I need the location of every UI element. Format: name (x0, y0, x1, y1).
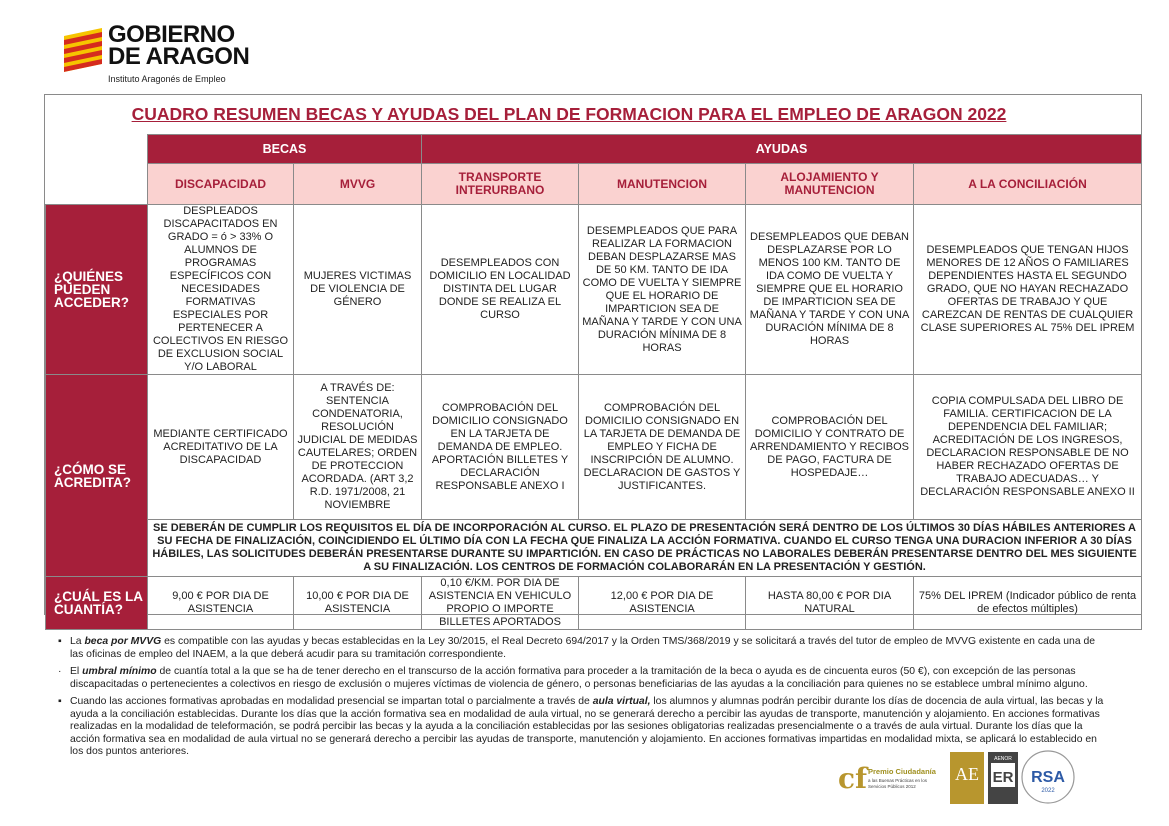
logo-subtitle: Instituto Aragonés de Empleo (108, 74, 226, 84)
footnote-text: los alumnos y alumnas podrán percibir durante los días de docencia de aula virtual, las becas y la ayuda a la conciliación establecidas. Durante los días que la acción formativa sea en modalidad de aula virtual, no se generará derecho a percibir las ayudas de transporte, manutención y alojamiento. En acciones formativas realizadas en la modalidad de teleformación, se podrá percibir las becas y la ayuda a la conciliación establecidas por las sesiones obligatorias realizadas presencialmente o a través de aula virtual. Durante los días que la acción formativa sea en modalidad de aula virtual no se generará derecho a percibir las ayudas de transporte, manutención y alojamiento. En acciones formativas impartidas en modalidad mixta, se aplicará lo establecido en los dos puntos anteriores. (70, 696, 1104, 757)
er-label: ER (992, 769, 1014, 786)
group-ayudas: AYUDAS (422, 135, 1142, 164)
footnote-text: La (70, 636, 85, 647)
premio-line1: Premio Ciudadanía (868, 767, 936, 776)
rsa-label: RSA (1031, 769, 1065, 786)
footnote-emphasis: umbral mínimo (82, 666, 157, 677)
premio-line3: Servicios Públicos 2012 (868, 784, 916, 789)
gobierno-aragon-logo (64, 21, 264, 88)
col-header-manutencion: MANUTENCION (579, 164, 746, 205)
logo-line2: DE ARAGON (108, 43, 250, 70)
aenor-er-badge (988, 752, 1018, 804)
who-cell-discapacidad: DESPLEADOS DISCAPACITADOS EN GRADO = ó > 33% O ALUMNOS DE PROGRAMAS ESPECÍFICOS CON NECESIDADES FORMATIVAS ESPECIALES POR PERTENECER A COLECTIVOS EN RIESGO DE EXCLUSION SOCIAL Y/O LABORAL (148, 205, 294, 375)
ae-label: AE (955, 764, 979, 784)
footnotes (58, 636, 1108, 764)
footnote-text: de cuantía total a la que se ha de tener derecho en el transcurso de la acción formativa para proceder a la tramitación de la beca o ayuda es de cincuenta euros (50 €), con excepción de las personas discapacitadas o pertenecientes a colectivos en riesgo de exclusión o mujeres víctimas de violencia de género, o personas beneficiarias de las ayudas a la conciliación para quienes no se establece umbral mínimo alguno. (70, 666, 1088, 690)
aenor-label: AENOR (994, 756, 1012, 762)
footnote-text: El (70, 666, 83, 677)
col-header-conciliacion: A LA CONCILIACIÓN (914, 164, 1142, 205)
amount-cell-alojamiento: HASTA 80,00 € POR DIA NATURAL (746, 577, 914, 630)
how-cell-alojamiento: COMPROBACIÓN DEL DOMICILIO Y CONTRATO DE ARRENDAMIENTO Y RECIBOS DE PAGO, FACTURA DE HOSPEDAJE… (746, 375, 914, 520)
deadline-note: SE DEBERÁN DE CUMPLIR LOS REQUISITOS EL DÍA DE INCORPORACIÓN AL CURSO. EL PLAZO DE PRESENTACIÓN SERÁ DENTRO DE LOS ÚLTIMOS 30 DÍAS HÁBILES ANTERIORES A SU FECHA DE FINALIZACIÓN, COINCIDIENDO EL ÚLTIMO DÍA CON LA FECHA QUE FINALIZA LA ACCIÓN FORMATIVA. CUANDO EL CURSO TENGA UNA DURACION INFERIOR A 30 DÍAS HÁBILES, LAS SOLICITUDES DEBERÁN PRESENTARSE DURANTE SU IMPARTICIÓN. EN CASO DE PRÁCTICAS NO LABORALES DEBERÁN PRESENTARSE DENTRO DEL MES SIGUIENTE A SU FINALIZACIÓN. LOS CENTROS DE FORMACIÓN COLABORARÁN EN LA PRESENTACIÓN Y GESTIÓN. (148, 520, 1142, 577)
amount-cell-discapacidad: 9,00 € POR DIA DE ASISTENCIA (148, 577, 294, 630)
amount-cell-conciliacion: 75% DEL IPREM (Indicador público de renta de efectos múltiples) (914, 577, 1142, 630)
footnote-item (58, 696, 1108, 759)
footnote-emphasis: beca por MVVG (84, 636, 162, 647)
amount-cell-transporte: 0,10 €/KM. POR DIA DE ASISTENCIA EN VEHICULO PROPIO O IMPORTE BILLETES APORTADOS (422, 577, 579, 630)
bullet-icon: · (58, 666, 62, 677)
ae-badge (950, 752, 984, 804)
group-becas: BECAS (148, 135, 422, 164)
rsa-year: 2022 (1041, 788, 1055, 794)
how-cell-manutencion: COMPROBACIÓN DEL DOMICILIO CONSIGNADO EN LA TARJETA DE DEMANDA DE EMPLEO Y FICHA DE INSCRIPCIÓN DE ALUMNO. DECLARACION DE GASTOS Y JUSTIFICANTES. (579, 375, 746, 520)
amount-cell-mvvg: 10,00 € POR DIA DE ASISTENCIA (294, 577, 422, 630)
who-cell-mvvg: MUJERES VICTIMAS DE VIOLENCIA DE GÉNERO (294, 205, 422, 375)
row-header-how: ¿CÓMO SE ACREDITA? (46, 375, 148, 577)
how-cell-transporte: COMPROBACIÓN DEL DOMICILIO CONSIGNADO EN LA TARJETA DE DEMANDA DE EMPLEO. APORTACIÓN BILLETES Y DECLARACIÓN RESPONSABLE ANEXO I (422, 375, 579, 520)
amount-cell-manutencion: 12,00 € POR DIA DE ASISTENCIA (579, 577, 746, 630)
col-header-discapacidad: DISCAPACIDAD (148, 164, 294, 205)
who-cell-transporte: DESEMPLEADOS CON DOMICILIO EN LOCALIDAD DISTINTA DEL LUGAR DONDE SE REALIZA EL CURSO (422, 205, 579, 375)
certification-badges (836, 752, 1076, 810)
footnote-text: Cuando las acciones formativas aprobadas en modalidad presencial se impartan total o parcialmente a través de (70, 696, 593, 707)
corner-blank (46, 135, 148, 205)
footnote-item (58, 666, 1108, 691)
how-cell-conciliacion: COPIA COMPULSADA DEL LIBRO DE FAMILIA. CERTIFICACION DE LA DEPENDENCIA DEL FAMILIAR; ACREDITACIÓN DE LOS INGRESOS, DECLARACION RESPONSABLE DE NO HABER RECHAZADO OFERTAS DE TRABAJO ADECUADAS… Y DECLARACIÓN RESPONSABLE ANEXO II (914, 375, 1142, 520)
col-header-transporte: TRANSPORTE INTERURBANO (422, 164, 579, 205)
summary-table (45, 134, 1142, 630)
row-header-who: ¿QUIÉNES PUEDEN ACCEDER? (46, 205, 148, 375)
who-cell-conciliacion: DESEMPLEADOS QUE TENGAN HIJOS MENORES DE 12 AÑOS O FAMILIARES DEPENDIENTES HASTA EL SEGUNDO GRADO, QUE NO HAYAN RECHAZADO OFERTAS DE TRABAJO Y QUE CAREZCAN DE RENTAS DE CUALQUIER CLASE SUPERIORES AL 75% DEL IPREM (914, 205, 1142, 375)
bullet-icon: ▪ (58, 636, 62, 647)
svg-text:cf: cf (838, 762, 868, 795)
how-cell-discapacidad: MEDIANTE CERTIFICADO ACREDITATIVO DE LA DISCAPACIDAD (148, 375, 294, 520)
premio-ciudadania-badge (836, 762, 946, 796)
rsa-badge (1020, 748, 1076, 806)
page-title: CUADRO RESUMEN BECAS Y AYUDAS DEL PLAN DE FORMACION PARA EL EMPLEO DE ARAGON 2022 (131, 104, 1007, 124)
footnote-text: es compatible con las ayudas y becas establecidas en la Ley 30/2015, el Real Decreto 694/2017 y la Orden TMS/368/2019 y se solicitará a través del tutor de empleo de MVVG existente en cada una de las oficinas de empleo del INAEM, a la que deberá acudir para su tramitación correspondiente. (70, 636, 1096, 660)
footnote-emphasis: aula virtual, (592, 696, 651, 707)
footnote-item (58, 636, 1108, 661)
who-cell-manutencion: DESEMPLEADOS QUE PARA REALIZAR LA FORMACION DEBAN DESPLAZARSE MAS DE 50 KM. TANTO DE IDA COMO DE VUELTA Y SIEMPRE QUE EL HORARIO DE IMPARTICION SEA DE MAÑANA Y TARDE Y CON UNA DURACIÓN MÍNIMA DE 8 HORAS (579, 205, 746, 375)
row-header-amount: ¿CUÁL ES LA CUANTÍA? (46, 577, 148, 630)
how-cell-mvvg: A TRAVÉS DE: SENTENCIA CONDENATORIA, RESOLUCIÓN JUDICIAL DE MEDIDAS CAUTELARES; ORDEN DE PROTECCION ACORDADA. (ART 3,2 R.D. 1971/2008, 21 NOVIEMBRE (294, 375, 422, 520)
logo-line1: GOBIERNO (108, 21, 235, 48)
aragon-flag-icon (64, 28, 102, 72)
col-header-mvvg: MVVG (294, 164, 422, 205)
premio-line2: a las Buenas Prácticas en los (868, 778, 928, 783)
who-cell-alojamiento: DESEMPLEADOS QUE DEBAN DESPLAZARSE POR LO MENOS 100 KM. TANTO DE IDA COMO DE VUELTA Y SIEMPRE QUE EL HORARIO DE IMPARTICION SEA DE MAÑANA Y TARDE Y CON UNA DURACIÓN MÍNIMA DE 8 HORAS (746, 205, 914, 375)
col-header-alojamiento: ALOJAMIENTO Y MANUTENCION (746, 164, 914, 205)
bullet-icon: ▪ (58, 696, 62, 707)
